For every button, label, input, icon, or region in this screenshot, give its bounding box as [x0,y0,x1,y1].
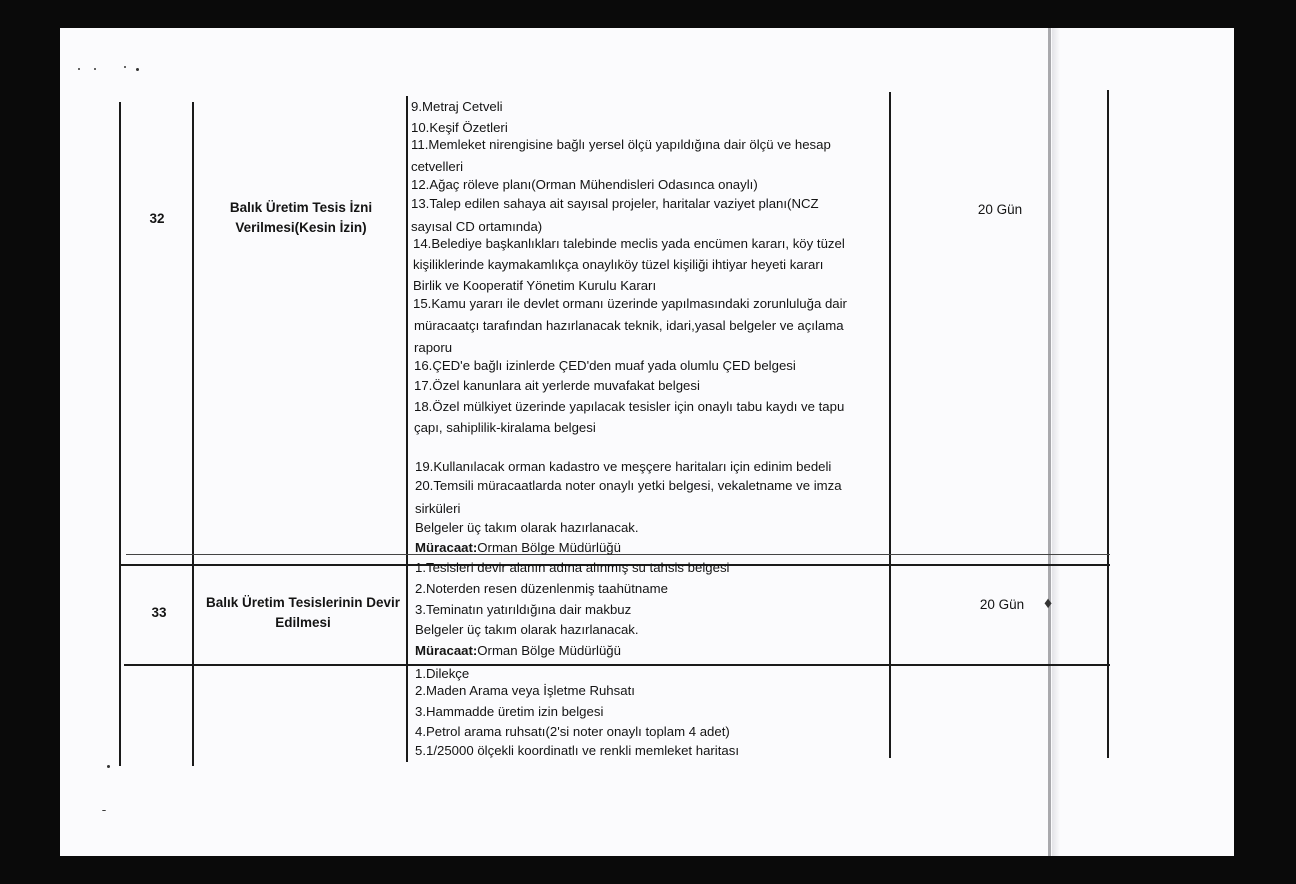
requirement-item: sayısal CD ortamında) [411,219,543,234]
scan-speck [102,810,106,811]
requirement-item: 13.Talep edilen sahaya ait sayısal projeler, haritalar vaziyet planı(NCZ [411,196,819,211]
service-title-line: Balık Üretim Tesislerinin Devir [205,595,401,610]
row-number: 32 [149,211,165,226]
requirement-item: 1.Tesisleri devir alanın adına alınmış su tahsis belgesi [415,560,730,575]
requirement-item: 19.Kullanılacak orman kadastro ve meşçere haritaları için edinim bedeli [415,459,832,474]
table-border-left [119,102,121,766]
duration: 20 Gün [977,202,1023,217]
scan-speck [78,68,80,70]
service-title [196,198,406,238]
scan-speck [136,68,139,71]
requirement-item: 4.Petrol arama ruhsatı(2'si noter onaylı toplam 4 adet) [415,724,730,739]
row-separator [124,664,1110,666]
requirement-item: 5.1/25000 ölçekli koordinatlı ve renkli memleket haritası [415,743,739,758]
requirement-item: 18.Özel mülkiyet üzerinde yapılacak tesisler için onaylı tabu kaydı ve tapu [414,399,845,414]
table-border-right [1107,90,1109,758]
service-title-line: Balık Üretim Tesis İzni [229,200,373,215]
duration: 20 Gün [979,597,1025,612]
scan-speck [107,765,110,768]
application-label: Müracaat: [415,540,478,555]
requirement-item: sirküleri [415,501,461,516]
ink-blot: ♦ [1044,595,1053,612]
column-divider [406,96,408,762]
requirement-item: cetvelleri [411,159,464,174]
requirement-item: Belgeler üç takım olarak hazırlanacak. [415,622,639,637]
page-fold-highlight [1052,28,1060,856]
application-office [415,641,621,662]
scanned-page [60,28,1234,856]
requirement-item: 2.Noterden resen düzenlenmiş taahütname [415,581,668,596]
requirement-item: 2.Maden Arama veya İşletme Ruhsatı [415,683,635,698]
application-value: Orman Bölge Müdürlüğü [477,540,621,555]
requirement-item: 3.Hammadde üretim izin belgesi [415,704,604,719]
column-divider [889,92,891,758]
scan-speck [124,66,126,68]
requirement-item: 16.ÇED'e bağlı izinlerde ÇED'den muaf yada olumlu ÇED belgesi [414,358,796,373]
requirement-item: çapı, sahiplilik-kiralama belgesi [414,420,596,435]
application-office [415,538,621,559]
requirement-item: 14.Belediye başkanlıkları talebinde meclis yada encümen kararı, köy tüzel [413,236,845,251]
application-label: Müracaat: [415,643,478,658]
requirement-item: 15.Kamu yararı ile devlet ormanı üzerinde yapılmasındaki zorunluluğa dair [413,296,847,311]
application-value: Orman Bölge Müdürlüğü [477,643,621,658]
service-title-line: Verilmesi(Kesin İzin) [235,220,367,235]
column-divider [192,102,194,766]
service-title-line: Edilmesi [275,615,331,630]
requirement-item: 3.Teminatın yatırıldığına dair makbuz [415,602,632,617]
requirement-item: raporu [414,340,453,355]
requirement-item: 20.Temsili müracaatlarda noter onaylı yetki belgesi, vekaletname ve imza [415,478,842,493]
requirement-item: 10.Keşif Özetleri [411,119,508,135]
service-title [196,593,410,633]
requirement-item: 12.Ağaç röleve planı(Orman Mühendisleri Odasınca onaylı) [411,177,758,192]
requirement-item: müracaatçı tarafından hazırlanacak teknik, idari,yasal belgeler ve açılama [414,318,844,333]
requirement-item: 17.Özel kanunlara ait yerlerde muvafakat belgesi [414,378,700,393]
requirement-item: kişiliklerinde kaymakamlıkça onaylıköy tüzel kişiliği ihtiyar heyeti kararı [413,257,824,272]
row-number: 33 [151,605,167,620]
page-fold-shadow [1048,28,1051,856]
requirement-item: Belgeler üç takım olarak hazırlanacak. [415,520,639,535]
requirement-item: 1.Dilekçe [415,666,470,681]
requirement-item: Birlik ve Kooperatif Yönetim Kurulu Kararı [413,278,657,293]
scan-speck [94,68,96,70]
requirement-item: 9.Metraj Cetveli [411,99,503,114]
requirement-item: 11.Memleket nirengisine bağlı yersel ölçü yapıldığına dair ölçü ve hesap [411,137,831,152]
